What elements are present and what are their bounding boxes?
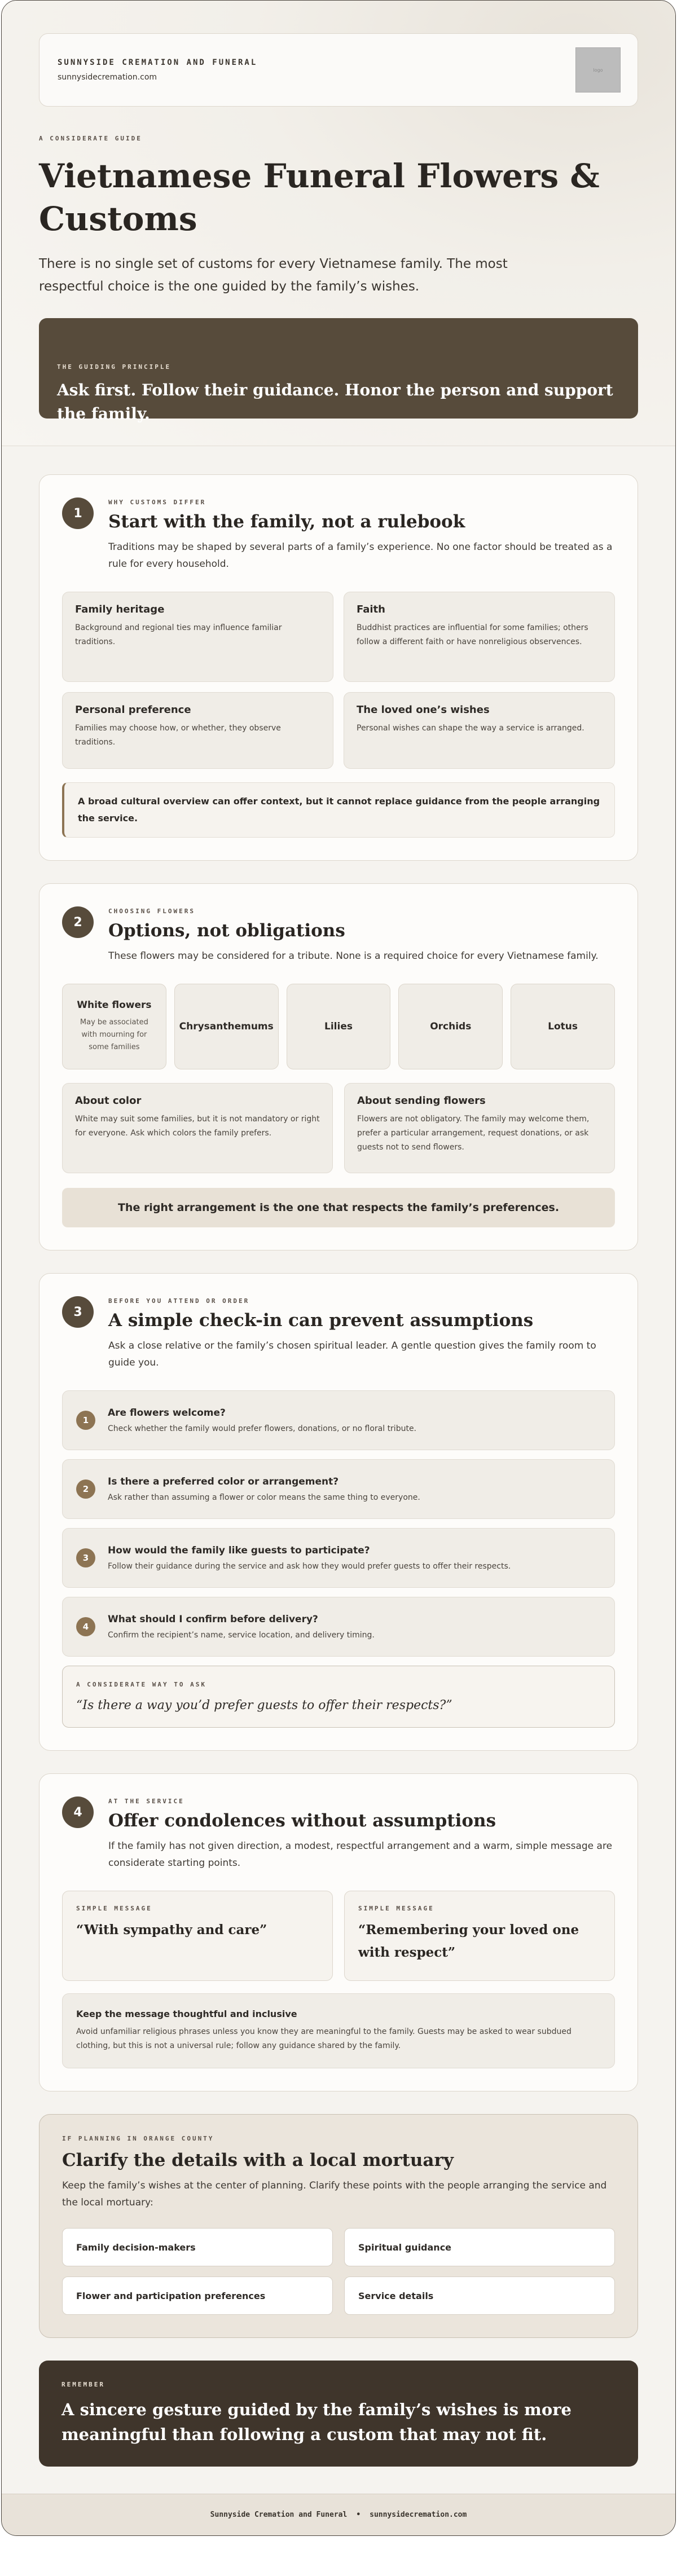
flower-name: White flowers [77, 999, 152, 1011]
arrangement-banner: The right arrangement is the one that respects the family’s preferences. [62, 1188, 615, 1227]
footer [2, 2494, 675, 2535]
principle-text: Ask first. Follow their guidance. Honor the person and support the family. [57, 381, 613, 423]
footer-url[interactable]: sunnysidecremation.com [370, 2511, 467, 2519]
detail-item: Family decision-makers [62, 2228, 333, 2266]
flower-name: Orchids [430, 1021, 472, 1032]
message-text: “Remembering your loved one with respect” [358, 1922, 579, 1960]
flower-note: May be associated with mourning for some families [80, 1018, 148, 1051]
tile-text: Buddhist practices are influential for some families; others follow a different faith or have nonreligious observences. [357, 623, 588, 646]
tile-title: About sending flowers [357, 1095, 486, 1107]
hero-lead: There is no single set of customs for every Vietnamese family. The most respectful choice is the one guided by the family’s wishes. [39, 257, 508, 294]
step-item [62, 1390, 615, 1450]
step-body [108, 1476, 420, 1502]
ask-quote-box [62, 1666, 615, 1728]
section-intro: Ask a close relative or the family’s chosen spiritual leader. A gentle question gives the family room to guide you. [108, 1340, 596, 1368]
tile-text: Personal wishes can shape the way a service is arranged. [357, 724, 584, 733]
hero [2, 1, 675, 446]
flower-name: Lilies [324, 1021, 353, 1032]
step-body [108, 1545, 511, 1571]
section-number: 2 [62, 906, 94, 938]
ask-quote: “Is there a way you’d prefer guests to offer their respects?” [76, 1698, 452, 1712]
planning-intro: Keep the family’s wishes at the center of planning. Clarify these points with the people arranging the service and the local mortuary: [62, 2180, 607, 2208]
flower-white [62, 984, 166, 1069]
tile-text: Flowers are not obligatory. The family may welcome them, prefer a particular arrangement, request donations, or ask guests not to send flowers. [357, 1115, 590, 1152]
step-title: How would the family like guests to participate? [108, 1545, 370, 1556]
factor-tile-wishes [344, 692, 615, 769]
context-callout: A broad cultural overview can offer context, but it cannot replace guidance from the people arranging the service. [62, 782, 615, 838]
section-planning [39, 2114, 638, 2338]
footer-separator: • [356, 2511, 361, 2519]
factor-tile-faith [344, 592, 615, 682]
section-condolences [39, 1773, 638, 2091]
page-title: Vietnamese Funeral Flowers & Customs [39, 157, 600, 238]
step-number: 2 [76, 1479, 95, 1499]
inclusive-message-note [62, 1993, 615, 2068]
tile-text: White may suit some families, but it is not mandatory or right for everyone. Ask which colors the family prefers. [75, 1115, 320, 1138]
factor-grid [62, 592, 615, 769]
flower-guidance-grid [62, 1083, 615, 1173]
section-intro: These flowers may be considered for a tribute. None is a required choice for every Vietnamese family. [108, 950, 599, 962]
tile-text: Background and regional ties may influence familiar traditions. [75, 623, 282, 646]
step-item [62, 1459, 615, 1519]
step-item [62, 1528, 615, 1588]
section-check-in [39, 1273, 638, 1751]
flower-lotus [511, 984, 615, 1069]
section-header [62, 1295, 615, 1371]
step-title: What should I confirm before delivery? [108, 1614, 318, 1625]
section-intro: Traditions may be shaped by several parts of a family’s experience. No one factor should be treated as a rule for every household. [108, 541, 613, 570]
tile-title: The loved one’s wishes [357, 704, 490, 716]
brand-text [58, 58, 257, 82]
section-eyebrow: CHOOSING FLOWERS [108, 908, 195, 915]
step-text: Confirm the recipient’s name, service location, and delivery timing. [108, 1631, 375, 1640]
section-header [62, 1795, 615, 1872]
message-text: “With sympathy and care” [76, 1922, 267, 1937]
remember-eyebrow: REMEMBER [61, 2381, 105, 2388]
section-number: 3 [62, 1296, 94, 1328]
section-number: 1 [62, 497, 94, 529]
hero-eyebrow: A CONSIDERATE GUIDE [39, 135, 142, 142]
section-intro: If the family has not given direction, a modest, respectful arrangement and a warm, simple message are considerate starting points. [108, 1840, 613, 1869]
flower-chrysanthemums [174, 984, 279, 1069]
flower-orchids [398, 984, 503, 1069]
brand-card [39, 33, 638, 107]
step-title: Is there a preferred color or arrangement? [108, 1476, 339, 1487]
section-flowers [39, 883, 638, 1250]
step-body [108, 1614, 375, 1640]
question-steps [62, 1390, 615, 1657]
section-title: Offer condolences without assumptions [108, 1811, 496, 1831]
remember-text: A sincere gesture guided by the family’s wishes is more meaningful than following a custom that may not fit. [61, 2400, 572, 2444]
section-title: Options, not obligations [108, 921, 345, 941]
flower-lilies [287, 984, 391, 1069]
section-title: A simple check-in can prevent assumptions [108, 1310, 534, 1331]
flower-name: Lotus [548, 1021, 578, 1032]
message-grid [62, 1891, 615, 1981]
guiding-principle-card [39, 318, 638, 423]
footer-name: Sunnyside Cremation and Funeral [210, 2511, 348, 2519]
quote-label: A CONSIDERATE WAY TO ASK [76, 1681, 206, 1688]
step-item [62, 1597, 615, 1657]
message-label: SIMPLE MESSAGE [358, 1905, 434, 1912]
section-heading [108, 905, 615, 965]
main-content [2, 446, 675, 2467]
section-number: 4 [62, 1796, 94, 1828]
planning-eyebrow: IF PLANNING IN ORANGE COUNTY [62, 2135, 214, 2142]
tile-about-color [62, 1083, 333, 1173]
brand-url[interactable]: sunnysidecremation.com [58, 73, 157, 82]
factor-tile-heritage [62, 592, 333, 682]
step-number: 4 [76, 1617, 95, 1636]
tile-title: Family heritage [75, 604, 165, 615]
flower-options [62, 984, 615, 1069]
brand-name: SUNNYSIDE CREMATION AND FUNERAL [58, 58, 258, 67]
factor-tile-preference [62, 692, 333, 769]
section-customs [39, 474, 638, 861]
detail-item: Flower and participation preferences [62, 2276, 333, 2315]
message-card [62, 1891, 333, 1981]
section-header [62, 905, 615, 965]
flower-name: Chrysanthemums [179, 1021, 274, 1032]
section-eyebrow: WHY CUSTOMS DIFFER [108, 499, 206, 506]
tile-title: Personal preference [75, 704, 191, 716]
step-title: Are flowers welcome? [108, 1407, 226, 1419]
section-eyebrow: BEFORE YOU ATTEND OR ORDER [108, 1297, 250, 1305]
tile-title: About color [75, 1095, 142, 1107]
step-text: Follow their guidance during the service and ask how they would prefer guests to offer their respects. [108, 1562, 511, 1571]
detail-item: Service details [344, 2276, 615, 2315]
logo-image [575, 47, 621, 93]
tile-about-sending [344, 1083, 615, 1173]
message-label: SIMPLE MESSAGE [76, 1905, 152, 1912]
tile-text: Avoid unfamiliar religious phrases unless you know they are meaningful to the family. Guests may be asked to wear subdued clothing, but this is not a universal rule; follow any guidance shared by the family. [76, 2027, 572, 2050]
section-title: Start with the family, not a rulebook [108, 512, 465, 532]
step-number: 3 [76, 1548, 95, 1567]
logo-label: logo [593, 67, 603, 73]
message-card [344, 1891, 615, 1981]
section-heading [108, 1295, 615, 1371]
tile-title: Faith [357, 604, 385, 615]
section-eyebrow: AT THE SERVICE [108, 1798, 184, 1805]
principle-label: THE GUIDING PRINCIPLE [57, 363, 172, 371]
page [1, 0, 676, 2536]
step-number: 1 [76, 1411, 95, 1430]
tile-text: Families may choose how, or whether, they observe traditions. [75, 724, 281, 747]
detail-grid [62, 2228, 615, 2315]
section-heading [108, 1795, 615, 1872]
step-body [108, 1407, 416, 1433]
section-header [62, 496, 615, 573]
planning-title: Clarify the details with a local mortuary [62, 2150, 454, 2170]
tile-title: Keep the message thoughtful and inclusive [76, 2009, 297, 2019]
detail-item: Spiritual guidance [344, 2228, 615, 2266]
step-text: Ask rather than assuming a flower or color means the same thing to everyone. [108, 1493, 420, 1502]
step-text: Check whether the family would prefer flowers, donations, or no floral tribute. [108, 1424, 417, 1433]
remember-card [39, 2361, 638, 2467]
section-heading [108, 496, 615, 573]
